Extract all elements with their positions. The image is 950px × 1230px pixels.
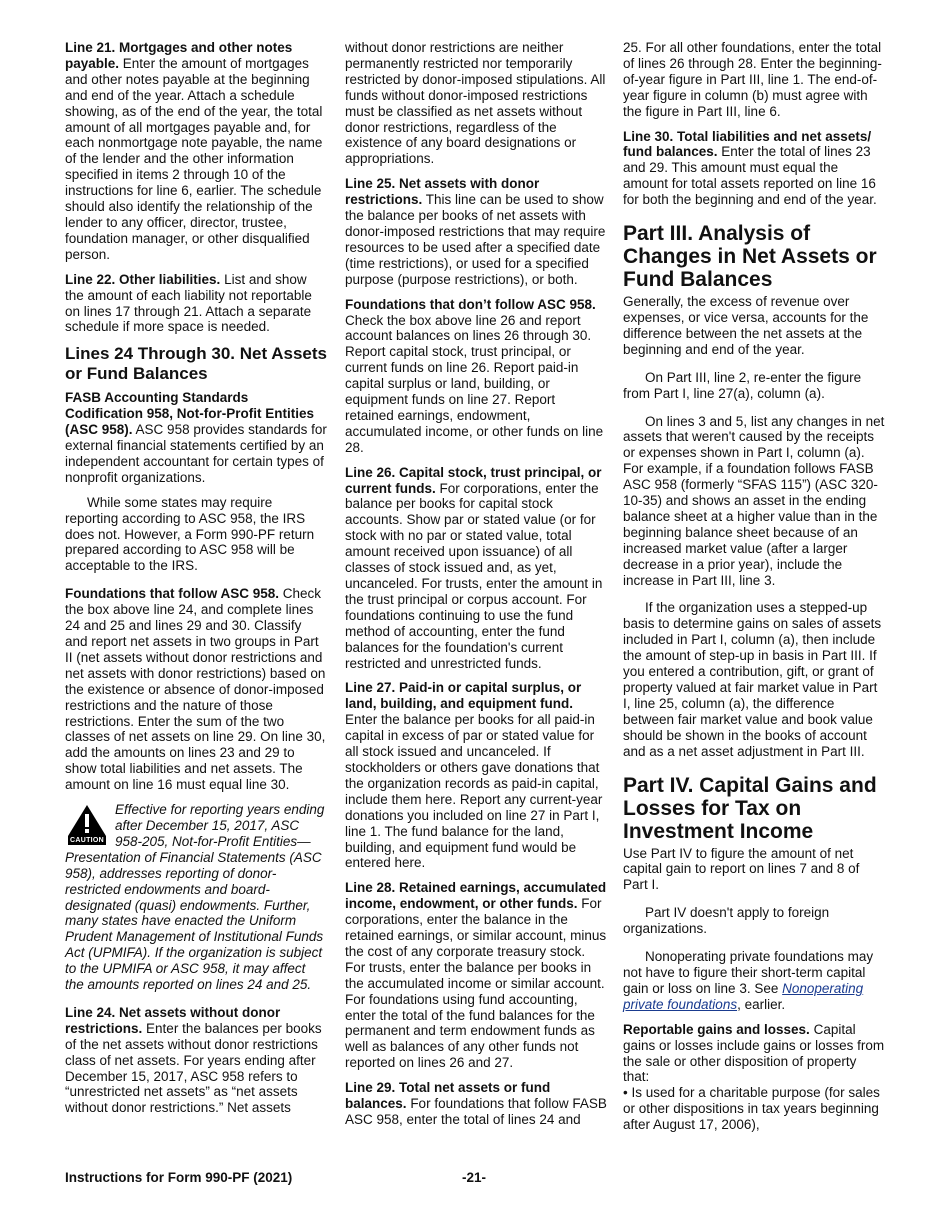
fasb-heading: FASB Accounting Standards Codification 958, Not-for-Profit Entities (ASC 958). bbox=[65, 390, 315, 438]
line24-heading: Line 24. Net assets without donor restrictions. bbox=[65, 1004, 281, 1036]
caution-label: CAUTION bbox=[70, 837, 104, 845]
reportable-gains-text: Capital gains or losses include gains or losses from the sale or other disposition of property that: bbox=[623, 1021, 885, 1085]
line28-text: For corporations, enter the balance in the retained earnings, or similar account, minus the cost of any corporate treasury stock. For trusts, enter the balance per books in the accumulated income or similar account. For foundations using fund accounting, enter the total of the fund balances for the permanent and term endowment funds as well as balances of any other funds not reported on lines 26 and 27. bbox=[345, 896, 607, 1071]
part4-nonoperating-text: Nonoperating private foundations may not have to figure their short-term capital gain or loss on line 3. See bbox=[623, 949, 874, 996]
column-3 bbox=[623, 40, 885, 1133]
column-2 bbox=[345, 40, 607, 1137]
line30-text: Enter the total of lines 23 and 29. This amount must equal the amount for total assets reported on line 16 for both the beginning and end of the year. bbox=[623, 144, 877, 208]
nonoperating-private-foundations-link[interactable]: Nonoperating private foundations bbox=[623, 980, 864, 1012]
line21-heading: Line 21. Mortgages and other notes payable. bbox=[65, 40, 293, 71]
line27-paragraph bbox=[345, 680, 607, 871]
follow-asc958-text: Check the box above line 24, and complete lines 24 and 25 and lines 29 and 30. Classify and report net assets in two groups in Part II (net assets without donor restrictions and net assets with donor restrictions) based on the existence or absence of donor-imposed restrictions and the nature of those restrictions. Enter the sum of the two classes of net assets on line 29. On line 30, add the amounts on lines 23 and 29 to show total liabilities and net assets. The amount on line 16 must equal line 30. bbox=[65, 586, 326, 793]
part3-intro: Generally, the excess of revenue over expenses, or vice versa, accounts for the difference between the net assets at the beginning and end of the year. bbox=[623, 294, 869, 357]
line29-continued: 25. For all other foundations, enter the total of lines 26 through 28. Enter the beginning-of-year figure in Part III, line 1. The end-of-year figure in column (b) must agree with the figure in Part III, line 6. bbox=[623, 40, 882, 119]
caution-text: Effective for reporting years ending after December 15, 2017, ASC 958-205, Not-for-Profit Entities—Presentation of Financial Statements (ASC 958), addresses reporting of donor-restricted endowments and board-designated (quasi) endowments. Further, many states have enacted the Uniform Prudent Management of Institutional Funds Act (UPMIFA). If the organization is subject to the UPMIFA or ASC 958, it may affect the amounts reported on lines 24 and 25. bbox=[65, 802, 325, 993]
not-follow-asc958-heading: Foundations that don’t follow ASC 958. bbox=[345, 296, 596, 312]
part4-nonoperating bbox=[623, 949, 885, 1013]
line22-paragraph bbox=[65, 272, 327, 336]
line28-heading: Line 28. Retained earnings, accumulated income, endowment, or other funds. bbox=[345, 880, 607, 912]
line29-paragraph bbox=[345, 1080, 607, 1128]
fasb-text: ASC 958 provides standards for external financial statements certified by an independent accountant for certain types of nonprofit organizations. bbox=[65, 422, 327, 485]
line24-paragraph bbox=[65, 1005, 327, 1116]
line22-heading: Line 22. Other liabilities. bbox=[65, 271, 221, 287]
line30-paragraph bbox=[623, 129, 885, 209]
footer-form-title: Instructions for Form 990-PF (2021) bbox=[65, 1170, 293, 1185]
line25-heading: Line 25. Net assets with donor restrictions. bbox=[345, 176, 540, 208]
fasb-paragraph bbox=[65, 390, 327, 485]
line28-paragraph bbox=[345, 880, 607, 1071]
follow-asc958-paragraph bbox=[65, 586, 327, 793]
section-heading-lines-24-30: Lines 24 Through 30. Net Assets or Fund Balances bbox=[65, 344, 327, 384]
line27-text: Enter the balance per books for all paid-in capital in excess of par or stated value for all stock issued and uncanceled. If stockholders or others gave donations that the organization records as paid-in capital, include them here. Report any current-year donations you included on line 27 in Part I, line 1. The fund balance for the land, building, and equipment fund would be entered here. bbox=[345, 712, 603, 871]
part3-stepped-up: If the organization uses a stepped-up basis to determine gains on sales of assets included in Part I, column (a), then include the amount of step-up in basis in Part III. If you entered a contribution, gift, or grant of property valued at fair market value in Part I, line 25, column (a), the difference between fair market value and book value should be shown in the books of account and as a net asset adjustment in Part III. bbox=[623, 600, 882, 759]
bullet-charitable-purpose: • Is used for a charitable purpose (for sales or other dispositions in tax years beginning after August 17, 2006), bbox=[623, 1085, 880, 1133]
column-1 bbox=[65, 40, 327, 1125]
line26-heading: Line 26. Capital stock, trust principal, or current funds. bbox=[345, 464, 602, 496]
part3-line2: On Part III, line 2, re-enter the figure from Part I, line 27(a), column (a). bbox=[623, 369, 862, 401]
line26-paragraph bbox=[345, 465, 607, 672]
line26-text: For corporations, enter the balance per books for capital stock accounts. Show par or stated value (or for stock with no par or stated value, total amount received upon issuance) of all classes of stock issued and, as yet, uncanceled. For trusts, enter the amount in the trust principal or corpus account. For foundations continuing to use the fund method of accounting, enter the fund balances for the foundation's current restricted and unrestricted funds. bbox=[345, 480, 603, 671]
states-paragraph: While some states may require reporting according to ASC 958, the IRS does not. However, a Form 990-PF return prepared according to ASC 958 will be acceptable to the IRS. bbox=[65, 494, 315, 574]
warning-triangle-icon bbox=[67, 804, 107, 837]
part3-heading: Part III. Analysis of Changes in Net Assets or Fund Balances bbox=[623, 222, 877, 292]
part4-nonoperating-suffix: , earlier. bbox=[737, 996, 786, 1012]
caution-note bbox=[65, 802, 327, 993]
follow-asc958-heading: Foundations that follow ASC 958. bbox=[65, 586, 280, 602]
part4-heading: Part IV. Capital Gains and Losses for Tax on Investment Income bbox=[623, 773, 877, 843]
line21-paragraph bbox=[65, 40, 327, 263]
line25-paragraph bbox=[345, 176, 607, 287]
line30-heading: Line 30. Total liabilities and net assets/ fund balances. bbox=[623, 128, 872, 160]
line24-text: Enter the balances per books of the net assets without donor restrictions class of net assets. For years ending after December 15, 2017, ASC 958 refers to “unrestricted net assets” as “net assets without donor restrictions.” Net assets bbox=[65, 1020, 322, 1116]
line24-continued: without donor restrictions are neither permanently restricted nor temporarily restricted by donor-imposed stipulations. All funds without donor-imposed restrictions must be classified as net assets without donor restrictions, regardless of the existence of any board designations or appropriations. bbox=[345, 40, 606, 167]
reportable-gains-paragraph bbox=[623, 1022, 885, 1086]
not-follow-asc958-paragraph bbox=[345, 297, 607, 456]
footer-page-number: -21- bbox=[462, 1170, 487, 1185]
part4-intro: Use Part IV to figure the amount of net capital gain to report on lines 7 and 8 of Part I. bbox=[623, 845, 860, 893]
part3-lines3-5: On lines 3 and 5, list any changes in net assets that weren't caused by the receipts or expenses shown in Part I, column (a). For example, if a foundation follows FASB ASC 958 (formerly “SFAS 115”) (ASC 320-10-35) and shows an asset in the ending balance sheet at a higher value than in the beginning balance sheet because of an increased market value (after a larger decrease in a prior year), include the increase in Part III, line 3. bbox=[623, 413, 885, 588]
line29-text: For foundations that follow FASB ASC 958, enter the total of lines 24 and bbox=[345, 1096, 607, 1127]
line25-text: This line can be used to show the balance per books of net assets with donor-imposed restrictions that may require resources to be used after a specified date (time restrictions), or used for a specified purpose (purpose restrictions), or both. bbox=[345, 192, 606, 287]
reportable-gains-heading: Reportable gains and losses. bbox=[623, 1021, 810, 1037]
line27-heading: Line 27. Paid-in or capital surplus, or land, building, and equipment fund. bbox=[345, 680, 582, 712]
line22-text: List and show the amount of each liability not reportable on lines 17 through 21. Attach a separate schedule if more space is needed. bbox=[65, 271, 312, 335]
not-follow-asc958-text: Check the box above line 26 and report account balances on lines 26 through 30. Report capital stock, trust principal, or current funds on line 26. Report paid-in capital surplus or land, building, or equipment funds on line 27. Report retained earnings, endowment, accumulated income, or other funds on line 28. bbox=[345, 312, 604, 455]
line21-text: Enter the amount of mortgages and other notes payable at the beginning and end of the year. Attach a schedule showing, as of the end of the year, the total amount of all mortgages payable and, for each nonmortgage note payable, the name of the lender and the other information specified in items 2 through 10 of the instructions for line 6, earlier. The schedule should also identify the relationship of the lender to any officer, director, trustee, foundation manager, or other disqualified person. bbox=[65, 55, 323, 262]
line29-heading: Line 29. Total net assets or fund balances. bbox=[345, 1080, 551, 1112]
part4-foreign: Part IV doesn't apply to foreign organizations. bbox=[623, 905, 830, 937]
caution-icon bbox=[65, 804, 109, 846]
